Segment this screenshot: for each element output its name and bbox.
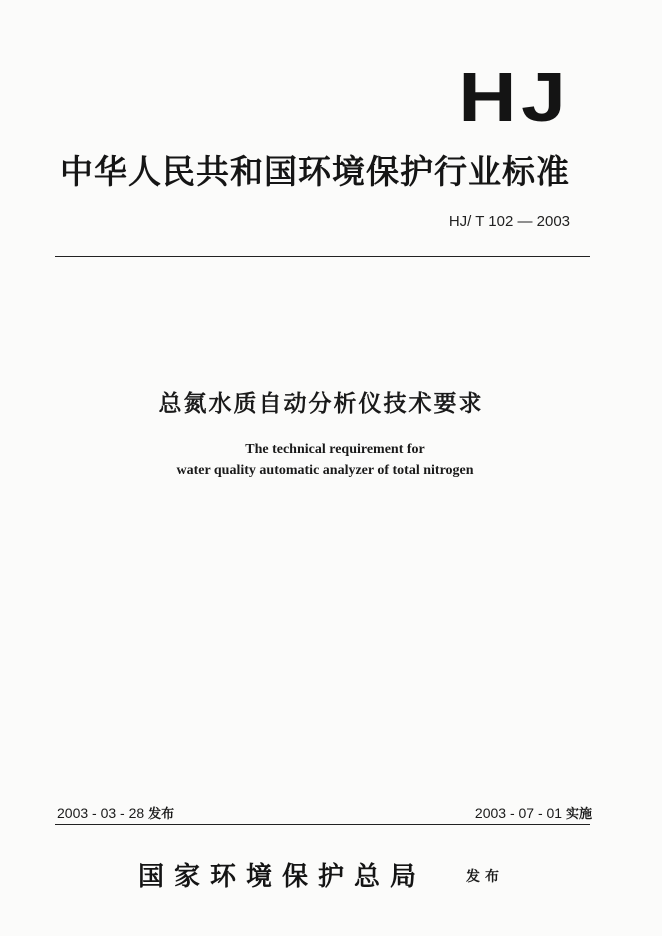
hj-logo: HJ (457, 58, 570, 136)
implementation-date-label: 实施 (565, 807, 592, 822)
issue-date-value: 2003 - 03 - 28 (57, 805, 145, 821)
standard-category-title: 中华人民共和国环境保护行业标准 (60, 152, 570, 191)
implementation-date (475, 803, 592, 822)
document-title-en-line1: The technical requirement for (245, 442, 425, 457)
publish-label: 发布 (466, 869, 504, 885)
standard-number: HJ/ T 102 — 2003 (448, 213, 570, 230)
implementation-date-value: 2003 - 07 - 01 (474, 805, 563, 821)
header-divider (55, 256, 590, 257)
issue-date-label: 发布 (148, 807, 175, 822)
document-title-cn: 总氮水质自动分析仪技术要求 (158, 391, 484, 417)
publisher-name: 国家环境保护总局 (138, 862, 427, 892)
issue-date (57, 803, 174, 822)
footer-divider (55, 824, 590, 825)
document-title-en-line2: water quality automatic analyzer of total nitrogen (176, 463, 474, 478)
